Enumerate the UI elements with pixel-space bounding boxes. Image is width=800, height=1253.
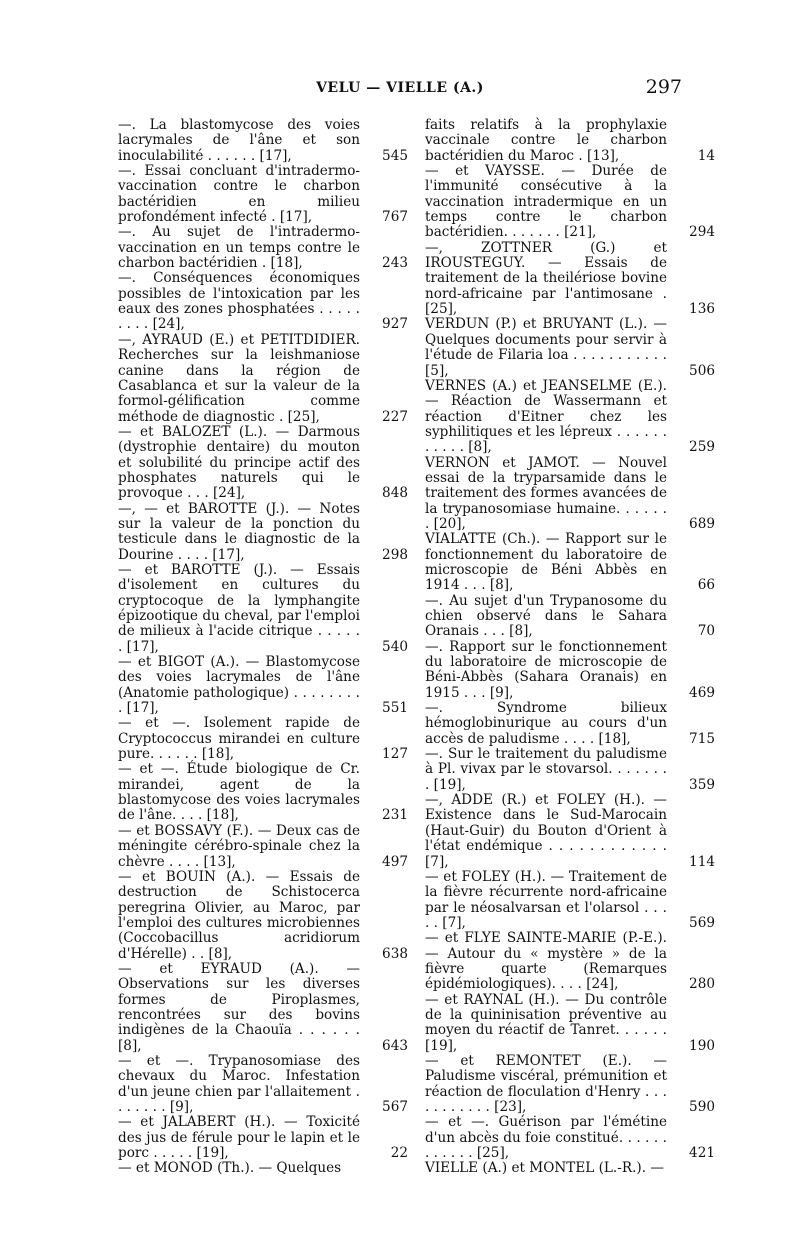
entry-text: —. Conséquences économiques possibles de l'intoxication par les eaux des zones phosphatées . . . . . . . . . [24], [118,270,360,333]
entry-text: — et —. Trypanosomiase des chevaux du Maroc. Infestation d'un jeune chien par l'allaitement . . . . . . . [9], [118,1052,360,1115]
index-entry [118,118,408,164]
index-entry [118,502,408,563]
entry-text: — et BIGOT (A.). — Blastomycose des voies lacrymales de l'âne (Anatomie pathologique) . . . . . . . . . [17], [118,654,360,717]
index-entry [425,1054,715,1115]
entry-page-ref: 545 [382,147,408,164]
index-entry [118,333,408,425]
index-entry [425,241,715,318]
entry-page-ref: 66 [697,577,715,594]
index-entry [425,931,715,992]
entry-page-ref: 715 [689,730,715,747]
entry-page-ref: 590 [689,1099,715,1115]
entry-page-ref: 540 [382,638,408,655]
entry-text: — et —. Isolement rapide de Cryptococcus mirandei en culture pure. . . . . . [18], [118,715,360,763]
index-entry [118,1161,408,1176]
index-entry [425,747,715,793]
entry-text: — et BOUIN (A.). — Essais de destruction de Schistocerca peregrina Olivier, au Maroc, par l'emploi des cultures microbiennes (Coccobacillus acridiorum d'Hérelle) . . [8], [118,868,360,962]
entry-text: VERNON et JAMOT. — Nouvel essai de la tryparsamide dans le traitement des formes avancées de la trypanosomiase humaine. . . . . . . [20], [425,454,667,532]
index-entry [425,793,715,870]
entry-text: — et —. Étude biologique de Cr. mirandei, agent de la blastomycose des voies lacrymales de l'âne. . . . [18], [118,761,360,824]
entry-text: VERNES (A.) et JEANSELME (E.). — Réaction de Wassermann et réaction d'Eitner chez les syphilitiques et les lépreux . . . . . . . . . . . [8], [425,377,667,456]
entry-text: —. Au sujet de l'intradermo-vaccination en un temps contre le charbon bactéridien . [18], [118,224,360,272]
entry-text: — et BOSSAVY (F.). — Deux cas de méningite cérébro-spinale chez la chèvre . . . . [13], [118,822,360,870]
entry-page-ref: 638 [382,945,408,962]
index-entry [118,425,408,502]
entry-page-ref: 567 [382,1099,408,1115]
entry-page-ref: 294 [689,224,715,241]
index-entry [425,456,715,533]
entry-page-ref: 22 [390,1145,408,1162]
entry-text: — et RAYNAL (H.). — Du contrôle de la quininisation préventive au moyen du réactif de Tanret. . . . . . [19], [425,991,667,1054]
left-column [118,118,408,1177]
running-title: VELU — VIELLE (A.) [316,80,484,96]
index-entry [425,118,715,164]
entry-page-ref: 70 [697,623,715,640]
entry-text: — et JALABERT (H.). — Toxicité des jus de férule pour le lapin et le porc . . . . . [19], [118,1114,360,1162]
entry-text: VIALATTE (Ch.). — Rapport sur le fonctionnement du laboratoire de microscopie de Béni Abbès en 1914 . . . [8], [425,531,667,594]
index-entry [425,1161,715,1176]
entry-text: — et FOLEY (H.). — Traitement de la fièvre récurrente nord-africaine par le néosalvarsan et l'olarsol . . . . . [7], [425,868,667,931]
entry-text: —. Au sujet d'un Trypanosome du chien observé dans le Sahara Oranais . . . [8], [425,592,667,640]
entry-text: — et BAROTTE (J.). — Essais d'isolement en cultures du cryptocoque de la lymphangite épizootique du cheval, par l'emploi de milieux à l'acide citrique . . . . . . [17], [118,561,360,655]
index-entry [118,962,408,1054]
index-entry [425,870,715,931]
entry-page-ref: 127 [382,746,408,763]
index-entry [118,271,408,332]
entry-page-ref: 14 [697,147,715,164]
entry-text: —, ADDE (R.) et FOLEY (H.). — Existence dans le Sud-Marocain (Haut-Guir) du Bouton d'Orient à l'état endémique . . . . . . . . . . . . [7], [425,792,667,870]
entry-text: —, AYRAUD (E.) et PETITDIDIER. Recherches sur la leishmaniose canine dans la région de Casablanca et sur la valeur de la formol-gélification comme méthode de diagnostic . [25], [118,331,360,425]
index-entry [425,164,715,241]
entry-text: — et EYRAUD (A.). — Observations sur les diverses formes de Piroplasmes, rencontrées sur des bovins indigènes de la Chaouïa . . . . . . [8], [118,960,360,1054]
entry-page-ref: 689 [689,515,715,532]
entry-page-ref: 280 [689,976,715,993]
index-entry [118,870,408,962]
page-header [0,76,800,106]
entry-page-ref: 259 [689,439,715,456]
entry-text: —. Rapport sur le fonctionnement du laboratoire de microscopie de Béni-Abbès (Sahara Oranais) en 1915 . . . [9], [425,638,667,701]
entry-page-ref: 506 [689,362,715,379]
entry-page-ref: 497 [382,853,408,870]
index-entry [425,317,715,378]
index-entry [118,164,408,225]
entry-text: —. Sur le traitement du paludisme à Pl. vivax par le stovarsol. . . . . . . . [19], [425,746,667,793]
page-number: 297 [645,76,682,98]
index-entry [118,1115,408,1161]
index-entry [425,594,715,640]
index-entry [425,993,715,1054]
entry-page-ref: 136 [689,301,715,318]
entry-text: — et MONOD (Th.). — Quelques [118,1160,342,1177]
index-entry [425,532,715,593]
entry-text: —, — et BAROTTE (J.). — Notes sur la valeur de la ponction du testicule dans le diagnostic de la Dourine . . . . [17], [118,500,360,563]
entry-text: — et FLYE SAINTE-MARIE (P.-E.). — Autour du « mystère » de la fièvre quarte (Remarques épidémiologiques). . . . [24], [425,930,667,993]
index-entry [425,640,715,701]
index-entry [425,379,715,456]
entry-page-ref: 469 [689,684,715,701]
entry-text: — et REMONTET (E.). — Paludisme viscéral, prémunition et réaction de floculation d'Henry . . . . . . . . . . . [23], [425,1052,667,1115]
entry-text: — et BALOZET (L.). — Darmous (dystrophie dentaire) du mouton et solubilité du principe actif des phosphates naturels qui le provoque . . . [24], [118,423,360,502]
index-entry [425,701,715,747]
index-entry [425,1115,715,1161]
entry-text: —. Essai concluant d'intradermo-vaccination contre le charbon bactéridien en milieu profondément infecté . [17], [118,163,360,226]
entry-text: VIELLE (A.) et MONTEL (L.-R.). — [425,1160,664,1177]
right-column [425,118,715,1177]
index-entry [118,716,408,762]
entry-page-ref: 767 [382,209,408,226]
entry-page-ref: 927 [382,316,408,333]
entry-page-ref: 359 [689,776,715,793]
entry-text: — et VAYSSE. — Durée de l'immunité consécutive à la vaccination intradermique en un temps contre le charbon bactéridien. . . . . . . [21], [425,163,667,241]
entry-page-ref: 298 [382,546,408,563]
entry-text: —. Syndrome bilieux hémoglobinurique au cours d'un accès de paludisme . . . . [18], [425,700,667,747]
index-entry [118,824,408,870]
entry-page-ref: 551 [382,700,408,717]
entry-page-ref: 848 [382,485,408,502]
index-entry [118,762,408,823]
entry-text: faits relatifs à la prophylaxie vaccinale contre le charbon bactéridien du Maroc . [13], [425,117,667,164]
entry-page-ref: 227 [382,408,408,425]
entry-page-ref: 190 [689,1037,715,1054]
entry-page-ref: 643 [382,1037,408,1054]
entry-text: VERDUN (P.) et BRUYANT (L.). — Quelques documents pour servir à l'étude de Filaria loa . . . . . . . . . . . [5], [425,316,667,379]
entry-page-ref: 231 [382,807,408,824]
index-entry [118,655,408,716]
index-entry [118,225,408,271]
entry-text: —, ZOTTNER (G.) et IROUSTEGUY. — Essais de traitement de la theilériose bovine nord-africaine par l'antimosane . [25], [425,239,667,318]
entry-text: —. La blastomycose des voies lacrymales de l'âne et son inoculabilité . . . . . . [17], [118,117,360,164]
entry-page-ref: 421 [689,1145,715,1162]
index-entry [118,1054,408,1115]
entry-page-ref: 569 [689,914,715,931]
entry-page-ref: 243 [382,255,408,272]
entry-text: — et —. Guérison par l'émétine d'un abcès du foie constitué. . . . . . . . . . . . [25], [425,1114,667,1162]
entry-page-ref: 114 [689,853,715,870]
index-entry [118,563,408,655]
